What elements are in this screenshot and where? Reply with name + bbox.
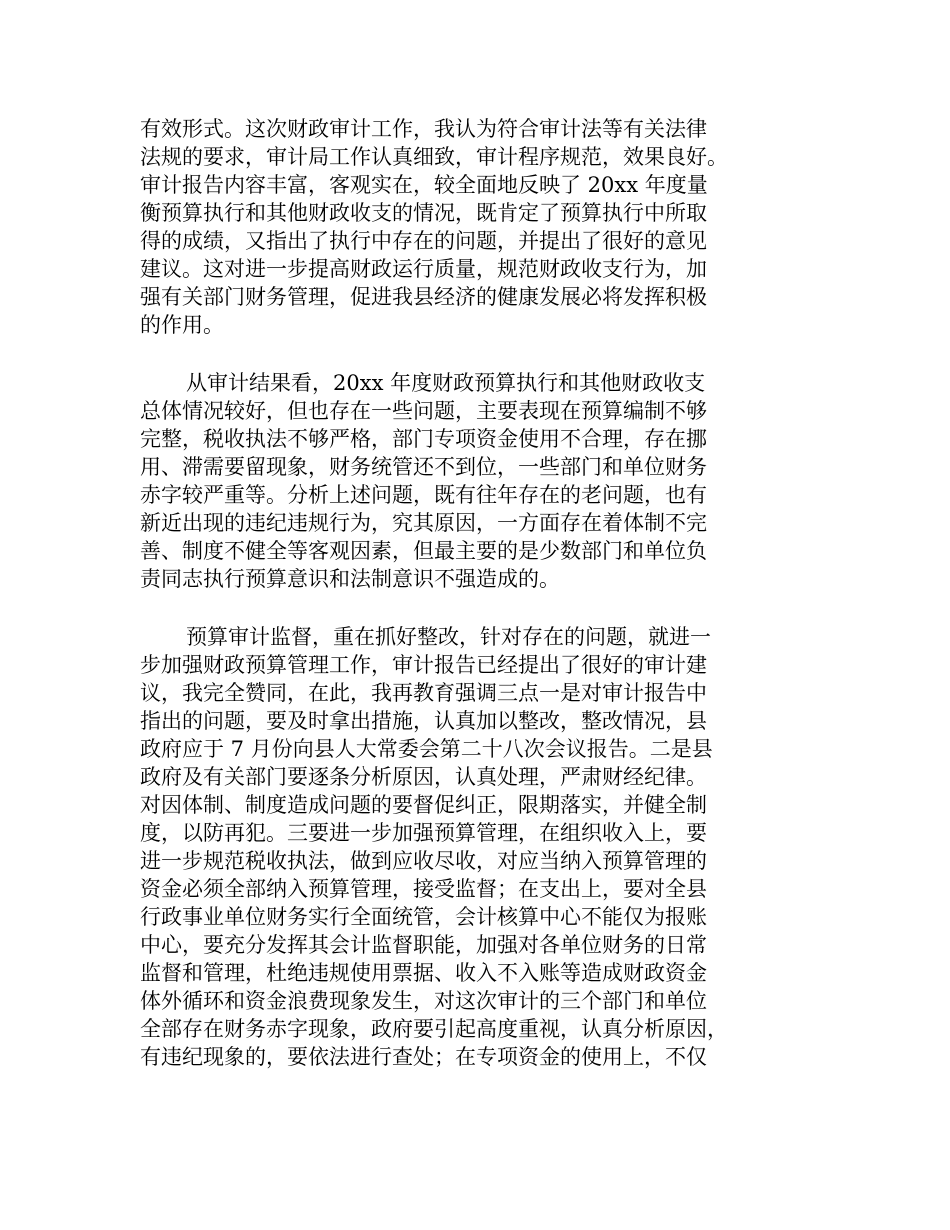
paragraph-3-line: 度，以防再犯。三要进一步加强预算管理，在组织收入上，要 [140, 821, 707, 845]
paragraph-3-line: 体外循环和资金浪费现象发生，对这次审计的三个部门和单位 [140, 989, 707, 1013]
paragraph-3-line: 全部存在财务赤字现象，政府要引起高度重视，认真分析原因， [140, 1017, 728, 1041]
paragraph-1-line: 有效形式。这次财政审计工作，我认为符合审计法等有关法律 [140, 117, 707, 141]
paragraph-2-line: 用、滞需要留现象，财务统管还不到位，一些部门和单位财务 [140, 455, 707, 479]
paragraph-3-line: 进一步规范税收执法，做到应收尽收，对应当纳入预算管理的 [140, 849, 707, 873]
paragraph-3-line: 中心，要充分发挥其会计监督职能，加强对各单位财务的日常 [140, 933, 707, 957]
paragraph-1-line: 强有关部门财务管理，促进我县经济的健康发展必将发挥积极 [140, 285, 707, 309]
paragraph-1-line: 法规的要求，审计局工作认真细致，审计程序规范，效果良好。 [140, 145, 728, 169]
paragraph-2-line: 总体情况较好，但也存在一些问题，主要表现在预算编制不够 [140, 399, 707, 423]
paragraph-3-line: 指出的问题，要及时拿出措施，认真加以整改，整改情况，县 [140, 709, 707, 733]
paragraph-2-line: 新近出现的违纪违规行为，究其原因，一方面存在着体制不完 [140, 511, 707, 535]
paragraph-1-line: 审计报告内容丰富，客观实在，较全面地反映了 20xx 年度量 [140, 173, 708, 197]
paragraph-2-line: 完整，税收执法不够严格，部门专项资金使用不合理，存在挪 [140, 427, 707, 451]
paragraph-3-line: 步加强财政预算管理工作，审计报告已经提出了很好的审计建 [140, 653, 707, 677]
paragraph-1-line: 得的成绩，又指出了执行中存在的问题，并提出了很好的意见 [140, 229, 707, 253]
paragraph-3-line: 政府应于 7 月份向县人大常委会第二十八次会议报告。二是县 [140, 737, 713, 761]
paragraph-1-line: 建议。这对进一步提高财政运行质量，规范财政收支行为，加 [140, 257, 707, 281]
paragraph-3-line: 政府及有关部门要逐条分析原因，认真处理，严肃财经纪律。 [140, 765, 707, 789]
paragraph-1-line: 衡预算执行和其他财政收支的情况，既肯定了预算执行中所取 [140, 201, 707, 225]
paragraph-1-line: 的作用。 [140, 313, 224, 337]
paragraph-3-line: 有违纪现象的，要依法进行查处；在专项资金的使用上，不仅 [140, 1045, 707, 1069]
paragraph-2-line: 善、制度不健全等客观因素，但最主要的是少数部门和单位负 [140, 539, 707, 563]
paragraph-2-line: 责同志执行预算意识和法制意识不强造成的。 [140, 567, 560, 591]
paragraph-3-line: 资金必须全部纳入预算管理，接受监督；在支出上，要对全县 [140, 877, 707, 901]
paragraph-3-line: 预算审计监督，重在抓好整改，针对存在的问题，就进一 [186, 625, 711, 649]
paragraph-3-line: 议，我完全赞同，在此，我再教育强调三点一是对审计报告中 [140, 681, 707, 705]
paragraph-2-line: 从审计结果看，20xx 年度财政预算执行和其他财政收支 [186, 371, 706, 395]
paragraph-3-line: 行政事业单位财务实行全面统管，会计核算中心不能仅为报账 [140, 905, 707, 929]
paragraph-2-line: 赤字较严重等。分析上述问题，既有往年存在的老问题，也有 [140, 483, 707, 507]
paragraph-3-line: 监督和管理，杜绝违规使用票据、收入不入账等造成财政资金 [140, 961, 707, 985]
paragraph-3-line: 对因体制、制度造成问题的要督促纠正，限期落实，并健全制 [140, 793, 707, 817]
